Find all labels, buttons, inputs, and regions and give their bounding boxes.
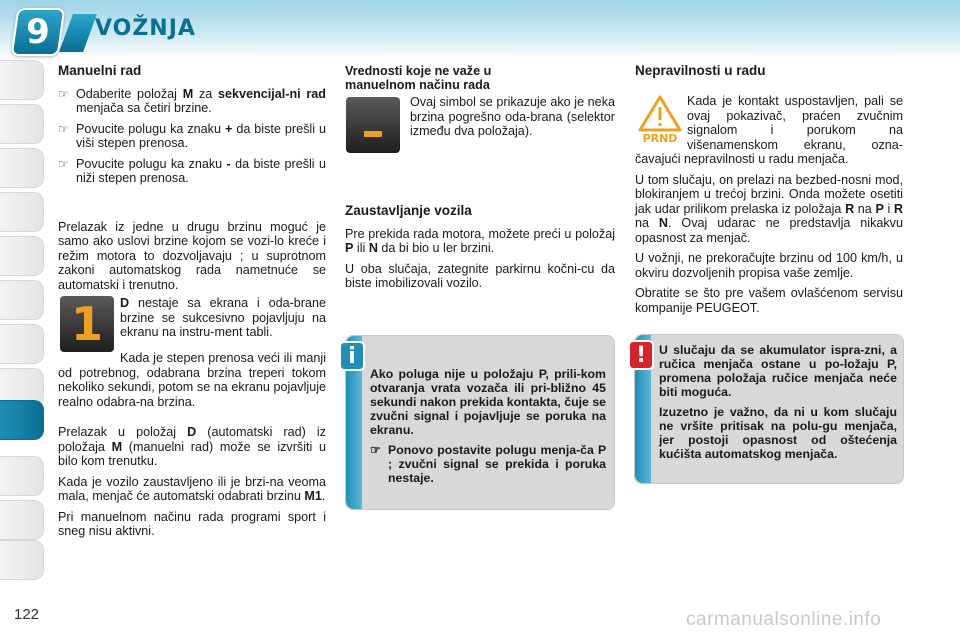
- warning-text: U slučaju da se akumulator ispra-zni, a ručica menjača ostane u po-ložaju P, promena položaja ručice menjača neće biti moguća. Izuzetno je važno, da ni u kom slučaju ne vršite pritisak na polu-gu menjača, jer postoji opasnost od oštećenja kućišta automatskog menjača.: [659, 343, 897, 461]
- paragraph: Obratite se što pre vašem ovlašćenom servisu kompanije PEUGEOT.: [635, 286, 903, 315]
- chapter-number: 9: [26, 12, 50, 52]
- d-description: D nestaje sa ekrana i oda-brane brzine se sukcesivno pojavljuju na ekranu na instru-ment tabli.: [120, 296, 326, 339]
- paragraph: Kada je kontakt uspostavljen, pali se ovaj pokazivač, praćen zvučnim signalom i porukom na višenamenskom ekranu, ozna-čavajući nepravilnosti u radu menjača.: [635, 94, 903, 166]
- paragraph: Prelazak u položaj D (automatski rad) iz položaja M (manuelni rad) može se izvršiti u bilo kom trenutku.: [58, 425, 326, 468]
- pointing-hand-icon: ☞: [58, 121, 69, 136]
- warning-exclamation-icon: !: [628, 340, 654, 370]
- column-malfunctions: [635, 64, 903, 79]
- bullet-item: ☞ Ponovo postavite polugu menja-ča P ; zvučni signal se prekida i poruka nestaje.: [370, 443, 606, 485]
- paragraph: Pre prekida rada motora, možete preći u položaj P ili N da bi bio u ler brzini.: [345, 226, 615, 255]
- heading-stopping: Zaustavljanje vozila: [345, 203, 472, 218]
- heading-malfunctions: Nepravilnosti u radu: [635, 63, 766, 78]
- watermark: carmanualsonline.info: [686, 609, 882, 630]
- heading-manual-mode: Manuelni rad: [58, 63, 142, 78]
- bullet-item: ☞ Povucite polugu ka znaku + da biste prešli u viši stepen prenosa.: [58, 121, 326, 150]
- chapter-title: VOŽNJA: [95, 16, 196, 41]
- gear-one-display-icon: 1: [60, 296, 114, 352]
- dash-indicator-icon: [346, 97, 400, 153]
- side-tab-3[interactable]: [0, 148, 44, 188]
- info-text: Ako poluga nije u položaju P, prili-kom otvaranja vrata vozača ili pri-bližno 45 sekundi nakon prekida kontakta, čuje se zvučni signal i pojavljuje se poruka na ekranu. ☞ Ponovo postavite polugu menja-ča P ; zvučni signal se prekida i poruka nestaje.: [370, 367, 606, 485]
- page-number: 122: [14, 606, 40, 623]
- side-tab-4[interactable]: [0, 192, 44, 232]
- bullet-item: ☞ Povucite polugu ka znaku - da biste prešli u niži stepen prenosa.: [58, 156, 326, 185]
- paragraph: Prelazak iz jedne u drugu brzinu moguć je samo ako uslovi brzine kojom se vozi-lo kreće i režim motora to dozvoljavaju ; u suprotnom zakoni automatskog rada nametnuće se automatski i trenutno.: [58, 219, 326, 292]
- column-manual-mode-cont: [58, 351, 326, 545]
- side-tab-12[interactable]: [0, 540, 44, 580]
- prnd-label: PRND: [642, 132, 678, 144]
- pointing-hand-icon: ☞: [370, 443, 381, 457]
- column-invalid-values: [345, 64, 615, 92]
- side-tab-1[interactable]: [0, 60, 44, 100]
- side-tab-10[interactable]: [0, 456, 44, 496]
- side-tab-11[interactable]: [0, 500, 44, 540]
- pointing-hand-icon: ☞: [58, 156, 69, 171]
- paragraph: Kada je stepen prenosa veći ili manji od potrebnog, odabrana brzina treperi tokom nekoliko sekundi, potom se na ekranu pojavljuje realno odabra-na brzina.: [58, 351, 326, 409]
- dash-description: Ovaj simbol se prikazuje ako je neka brzina pogrešno oda-brana (selektor između dva položaja).: [410, 95, 615, 138]
- paragraph: U oba slučaja, zategnite parkirnu kočni-cu da biste imobilizovali vozilo.: [345, 261, 615, 290]
- column-malfunctions-text: [635, 94, 903, 321]
- pointing-hand-icon: ☞: [58, 86, 69, 101]
- side-tab-2[interactable]: [0, 104, 44, 144]
- paragraph: U vožnji, ne prekoračujte brzinu od 100 km/h, u okviru dozvoljenih propisa vaše zemlje.: [635, 251, 903, 280]
- paragraph: U tom slučaju, on prelazi na bezbed-nosni mod, blokiranjem u trećoj brzini. Onda možete osetiti jak udar prilikom prelaska iz položaja R na P i R na N. Ovaj udarac ne predstavlja nikakvu opasnost za menjač.: [635, 172, 904, 245]
- side-tab-5[interactable]: [0, 236, 44, 276]
- bullet-item: ☞ Odaberite položaj M za sekvencijal-ni rad menjača sa četiri brzine.: [58, 86, 327, 115]
- side-tabs: [0, 60, 48, 580]
- heading-invalid-values: Vrednosti koje ne važe u manuelnom načinu rada: [345, 64, 492, 92]
- side-tab-6[interactable]: [0, 280, 44, 320]
- info-icon: i: [339, 341, 365, 371]
- paragraph: Pri manuelnom načinu rada programi sport i sneg nisu aktivni.: [58, 509, 326, 538]
- side-tab-active[interactable]: [0, 400, 44, 440]
- paragraph: Kada je vozilo zaustavljeno ili je brzi-na veoma mala, menjač će automatski odabrati brzinu M1.: [58, 474, 326, 503]
- column-manual-mode: [58, 64, 326, 298]
- column-stopping: [345, 204, 615, 297]
- side-tab-7[interactable]: [0, 324, 44, 364]
